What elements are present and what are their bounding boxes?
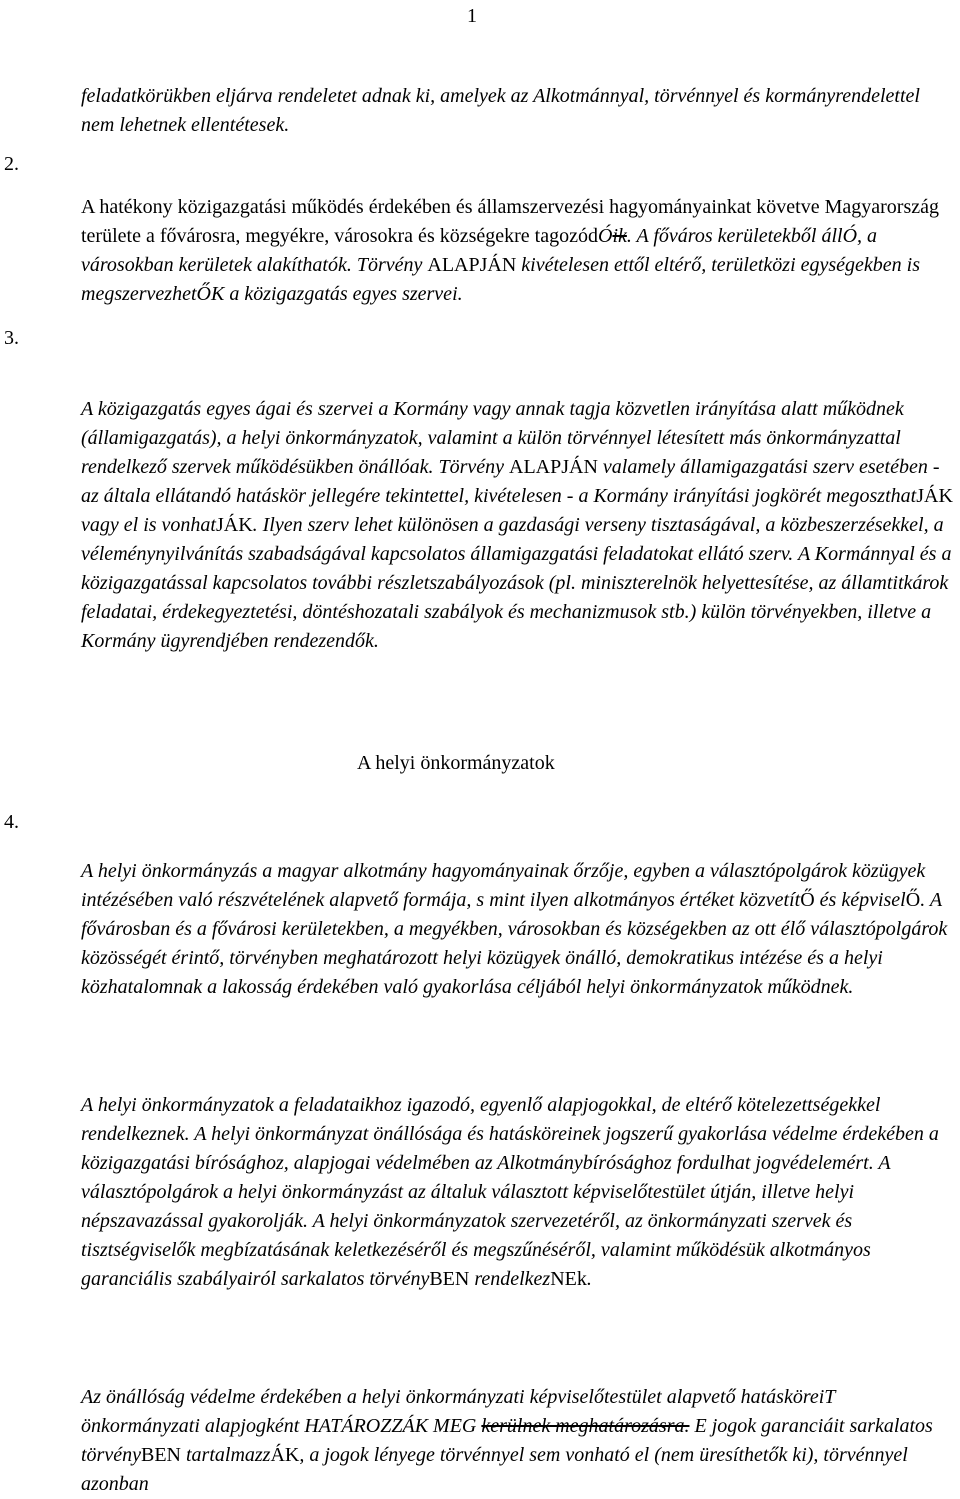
section-number-3: 3. bbox=[4, 327, 19, 349]
section-heading: A helyi önkormányzatok bbox=[357, 752, 555, 774]
paragraph-1: feladatkörükben eljárva rendeletet adnak ki, amelyek az Alkotmánnyal, törvénnyel és kormányrendelettel nem lehetnek ellentétesek. bbox=[81, 85, 920, 136]
paragraph-4: A helyi önkormányzás a magyar alkotmány hagyományainak őrzője, egyben a választópolgárok közügyek intézésében való részvételének alapvető formája, s mint ilyen alkotmányos értéket közvetítŐ és képviselŐ. A fővárosban és a fővárosi kerületekben, a megyékben, városokban és községekben az ott élő választópolgárok közösségét érintő, törvényben meghatározott helyi közügyek önálló, demokratikus intézése és a helyi közhatalomnak a lakosság érdekében való gyakorlása céljából helyi önkormányzatok működnek. bbox=[81, 860, 948, 998]
section-number-4: 4. bbox=[4, 811, 19, 833]
page-number: 1 bbox=[467, 5, 477, 27]
paragraph-5: A helyi önkormányzatok a feladataikhoz igazodó, egyenlő alapjogokkal, de eltérő kötelezettségekkel rendelkeznek. A helyi önkormányzat önállósága és hatásköreinek jogszerű gyakorlása védelme érdekében a közigazgatási bírósághoz, alapjogai védelmében az Alkotmánybírósághoz fordulhat jogvédelemért. A választópolgárok a helyi önkormányzást az általuk választott képviselőtestület útján, illetve helyi népszavazással gyakorolják. A helyi önkormányzatok szervezetéről, az önkormányzati szervek és tisztségviselők megbízatásának keletkezéséről és megszűnéséről, valamint működésük alkotmányos garanciális szabályairól sarkalatos törvényBEN rendelkezNEk. bbox=[81, 1094, 939, 1290]
paragraph-2: A hatékony közigazgatási működés érdekében és államszervezési hagyományainkat követve Magyarország területe a fővárosra, megyékre, városokra és községekre tagozódÓik. A főváros kerületekből állÓ, a városokban kerületek alakíthatók. Törvény ALAPJÁN kivételesen ettől eltérő, területközi egységekben is megszervezhetŐK a közigazgatás egyes szervei. bbox=[81, 196, 940, 305]
section-number-2: 2. bbox=[4, 153, 19, 175]
paragraph-6: Az önállóság védelme érdekében a helyi önkormányzati képviselőtestület alapvető hatásköreiT önkormányzati alapjogként HATÁROZZÁK MEG kerülnek meghatározásra. E jogok garanciáit sarkalatos törvényBEN tartalmazzÁK, a jogok lényege törvénnyel sem vonható el (nem üresíthetők ki), törvénnyel azonban bbox=[81, 1386, 933, 1495]
paragraph-3: A közigazgatás egyes ágai és szervei a Kormány vagy annak tagja közvetlen irányítása alatt működnek (államigazgatás), a helyi önkormányzatok, valamint a külön törvénnyel létesített más önkormányzattal rendelkező szervek működésükben önállóak. Törvény ALAPJÁN valamely államigazgatási szerv esetében - az általa ellátandó hatáskör jellegére tekintettel, kivételesen - a Kormány irányítási jogkörét megoszthatJÁK vagy el is vonhatJÁK. Ilyen szerv lehet különösen a gazdasági verseny tisztaságával, a közbeszerzésekkel, a véleménynyilvánítás szabadságával kapcsolatos államigazgatási feladatokat ellátó szerv. A Kormánnyal és a közigazgatással kapcsolatos további részletszabályozások (pl. miniszterelnök helyettesítése, az államtitkárok feladatai, érdekegyeztetési, döntéshozatali szabályok és mechanizmusok stb.) külön törvényekben, illetve a Kormány ügyrendjében rendezendők. bbox=[81, 398, 953, 652]
